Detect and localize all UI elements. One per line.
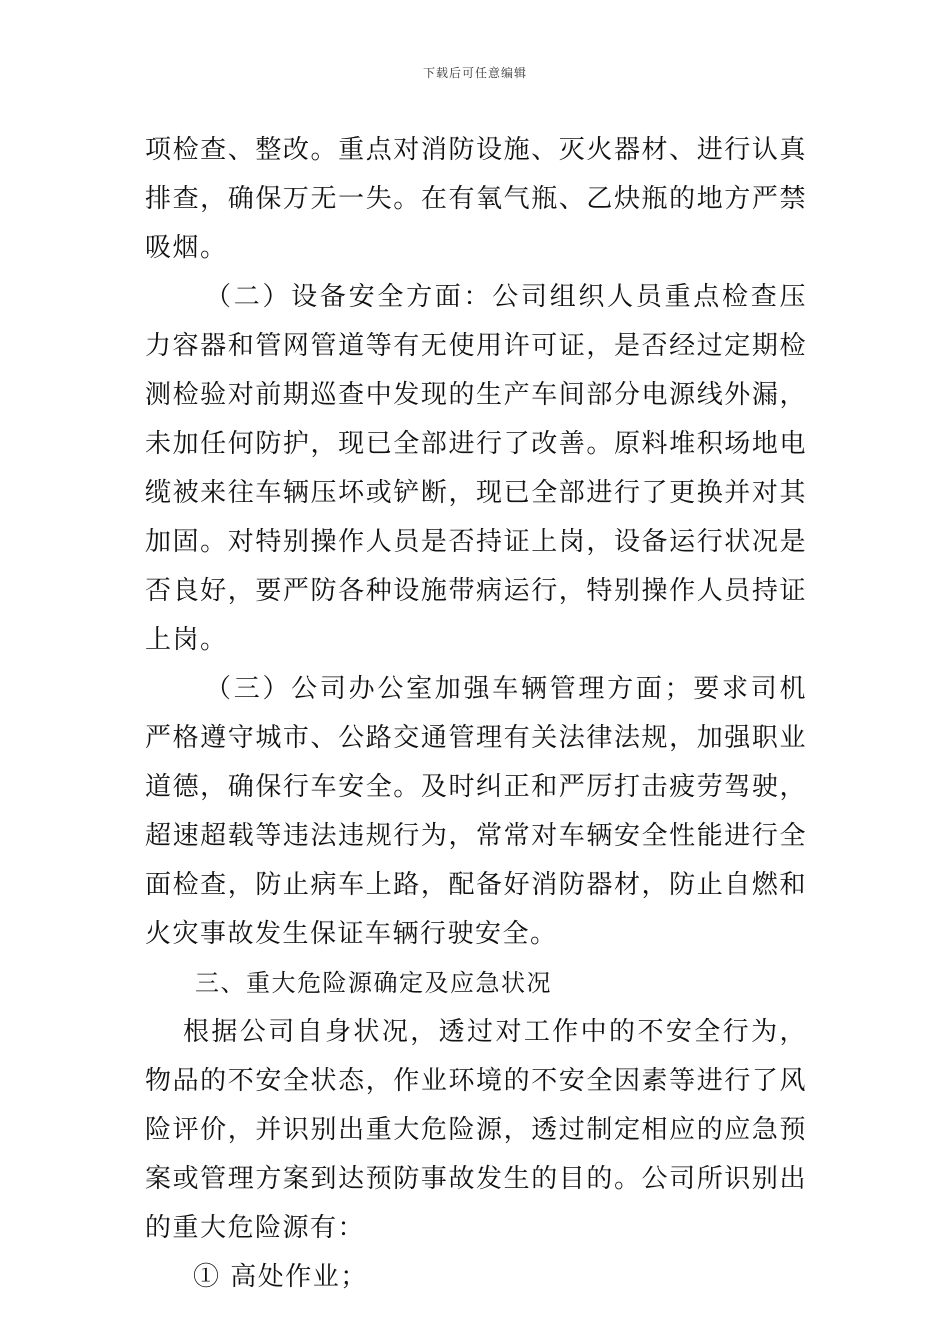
paragraph-hazard-identification: 根据公司自身状况，透过对工作中的不安全行为，物品的不安全状态，作业环境的不安全因素等进行了风险评价，并识别出重大危险源，透过制定相应的应急预案或管理方案到达预防事故发生的目的。公司所识别出的重大危险源有： [145,1017,807,1243]
list-item-high-altitude-work: ① 高处作业； [193,1262,368,1292]
paragraph-fire-inspection: 项检查、整改。重点对消防设施、灭火器材、进行认真排查，确保万无一失。在有氧气瓶、乙炔瓶的地方严禁吸烟。 [145,135,807,263]
section-heading-major-hazards: 三、重大危险源确定及应急状况 [195,969,552,997]
paragraph-vehicle-management: （三）公司办公室加强车辆管理方面；要求司机严格遵守城市、公路交通管理有关法律法规，加强职业道德，确保行车安全。及时纠正和严厉打击疲劳驾驶，超速超载等违法违规行为，常常对车辆安全性能进行全面检查，防止病车上路，配备好消防器材，防止自燃和火灾事故发生保证车辆行驶安全。 [145,674,807,949]
paragraph-equipment-safety: （二）设备安全方面：公司组织人员重点检查压力容器和管网管道等有无使用许可证，是否经过定期检测检验对前期巡查中发现的生产车间部分电源线外漏，未加任何防护，现已全部进行了改善。原料堆积场地电缆被来往车辆压坏或铲断，现已全部进行了更换并对其加固。对特别操作人员是否持证上岗，设备运行状况是否良好，要严防各种设施带病运行，特别操作人员持证上岗。 [145,282,807,655]
document-body [145,126,807,1302]
page-header: 下载后可任意编辑 [422,66,527,80]
